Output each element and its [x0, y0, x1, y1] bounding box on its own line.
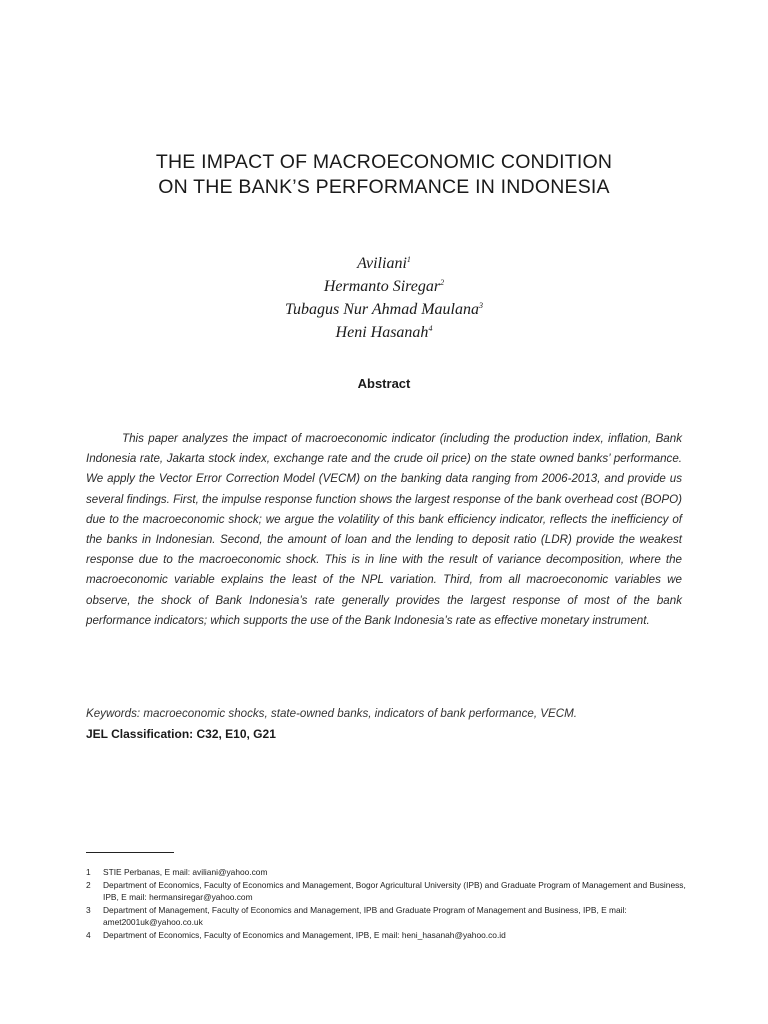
abstract-body: [86, 429, 682, 631]
author-name: Tubagus Nur Ahmad Maulana: [285, 301, 479, 318]
footnote: [86, 904, 686, 929]
author-name: Heni Hasanah: [335, 324, 429, 341]
jel-classification: JEL Classification: C32, E10, G21: [86, 727, 276, 741]
footnote-text: Department of Management, Faculty of Economics and Management, IPB and Graduate Program of Management and Business, IPB, E mail: amet2001uk@yahoo.co.uk: [103, 904, 627, 928]
author-footnote-mark: 1: [406, 255, 411, 264]
footnote-number: 3: [86, 904, 91, 915]
author: [84, 250, 684, 273]
author-name: Aviliani: [357, 255, 407, 272]
footnote-divider: [86, 852, 174, 853]
author-footnote-mark: 3: [478, 301, 483, 310]
footnote: [86, 879, 686, 904]
footnotes: [86, 866, 686, 942]
author-name: Hermanto Siregar: [323, 278, 441, 295]
author: [84, 319, 684, 342]
keywords: Keywords: macroeconomic shocks, state-owned banks, indicators of bank performance, VECM.: [86, 707, 578, 720]
footnote-text: Department of Economics, Faculty of Economics and Management, Bogor Agricultural University (IPB) and Graduate Program of Management and Business, IPB, E mail: hermansiregar@yahoo.com: [103, 879, 686, 903]
title-line-1: THE IMPACT OF MACROECONOMIC CONDITION: [155, 151, 613, 173]
author: [84, 273, 684, 296]
abstract-heading: Abstract: [357, 376, 411, 391]
footnote: [86, 866, 686, 879]
paper-title: [60, 150, 708, 200]
footnote-number: 4: [86, 929, 91, 940]
abstract-paragraph: This paper analyzes the impact of macroeconomic indicator (including the production index, inflation, Bank Indonesia rate, Jakarta stock index, exchange rate and the crude oil price) on the state owned banks’ performance. We apply the Vector Error Correction Model (VECM) on the banking data ranging from 2006-2013, and provide us several findings. First, the impulse response function shows the largest response of the bank overhead cost (BOPO) due to the macroeconomic shock; we argue the volatility of this bank efficiency indicator, reflects the inefficiency of the banks in Indonesian. Second, the amount of loan and the lending to deposit ratio (LDR) provide the weakest response due to the macroeconomic shock. This is in line with the result of variance decomposition, where the macroeconomic variable explains the least of the NPL variation. Third, from all macroeconomic variables we observe, the shock of Bank Indonesia’s rate generally provides the largest response of most of the bank performance indicators; which supports the use of the Bank Indonesia’s rate as effective monetary instrument.: [86, 432, 682, 627]
footnote: [86, 929, 686, 942]
author-list: [84, 250, 684, 342]
footnote-number: 2: [86, 879, 91, 890]
title-line-2: ON THE BANK’S PERFORMANCE IN INDONESIA: [158, 176, 610, 198]
author-footnote-mark: 4: [428, 324, 433, 333]
footnote-text: Department of Economics, Faculty of Economics and Management, IPB, E mail: heni_hasanah@yahoo.co.id: [103, 929, 506, 940]
author: [84, 296, 684, 319]
footnote-text: STIE Perbanas, E mail: aviliani@yahoo.com: [103, 867, 268, 877]
author-footnote-mark: 2: [440, 278, 445, 287]
footnote-number: 1: [86, 867, 91, 877]
